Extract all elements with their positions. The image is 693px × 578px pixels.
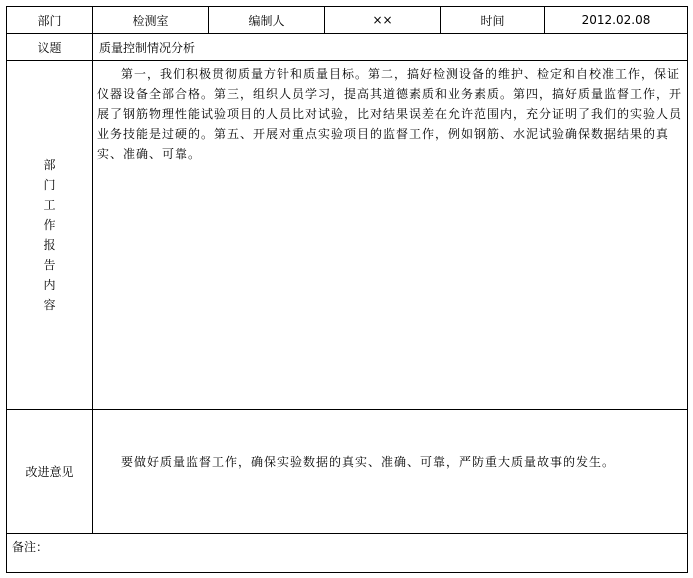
dept-label: 部门	[37, 13, 62, 28]
row-divider-2	[6, 60, 688, 61]
improve-label: 改进意见	[25, 465, 74, 479]
border-bottom	[6, 572, 688, 573]
label-column-divider	[92, 6, 93, 534]
report-label-char: 门	[43, 178, 56, 192]
border-right	[687, 6, 688, 573]
editor-value: ××	[372, 13, 393, 27]
report-label-char: 容	[43, 298, 56, 312]
remarks-label: 备注：	[12, 540, 49, 554]
topic-value: 质量控制情况分析	[99, 40, 196, 55]
report-label	[7, 61, 92, 409]
row-divider-3	[6, 409, 688, 410]
row-divider-4	[6, 533, 688, 534]
dept-value: 检测室	[132, 13, 169, 28]
report-label-char: 报	[43, 238, 56, 252]
time-value: 2012.02.08	[581, 13, 651, 27]
report-label-char: 内	[43, 278, 56, 292]
report-label-char: 告	[43, 258, 56, 272]
improve-content: 要做好质量监督工作，确保实验数据的真实、准确、可靠，严防重大质量故事的发生。	[121, 455, 616, 469]
report-label-char: 部	[43, 158, 56, 172]
editor-label: 编制人	[248, 13, 285, 28]
time-label: 时间	[480, 13, 505, 28]
topic-label: 议题	[37, 40, 62, 55]
report-content: 第一，我们积极贯彻质量方针和质量目标。第二，搞好检测设备的维护、检定和自校准工作，保证仪器设备全部合格。第三，组织人员学习，提高其道德素质和业务素质。第四，搞好质量监督工作，开展了钢筋物理性能试验项目的人员比对试验，比对结果误差在允许范围内，充分证明了我们的实验人员业务技能是过硬的。第五、开展对重点实验项目的监督工作，例如钢筋、水泥试验确保数据结果的真实、准确、可靠。	[97, 67, 683, 161]
report-label-char: 作	[43, 218, 56, 232]
report-label-char: 工	[43, 198, 56, 212]
